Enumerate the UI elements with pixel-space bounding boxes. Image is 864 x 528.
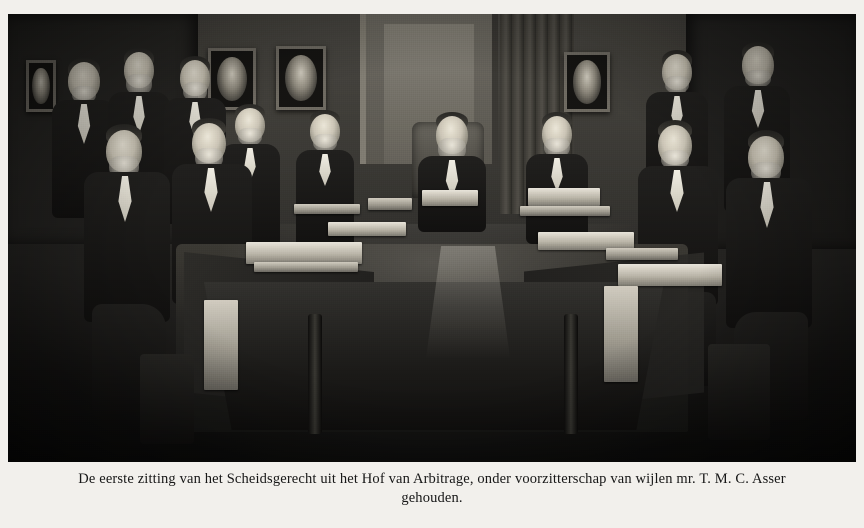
hanging-cloth-right: [604, 286, 638, 382]
table-leg-left: [308, 314, 322, 434]
document-stack-left: [246, 242, 362, 264]
hanging-cloth-left: [204, 300, 238, 390]
seated-man-right-second: [526, 112, 588, 244]
inkstand-papers: [368, 198, 412, 210]
photograph: [8, 14, 856, 462]
portrait-oval: [32, 68, 49, 105]
chair-left-foreground: [140, 354, 194, 444]
paper-sheet-left: [294, 204, 360, 214]
document-stack-left-shadow: [254, 262, 358, 272]
portrait-oval: [285, 55, 317, 101]
table-leg-right: [564, 314, 578, 434]
open-book-centre: [422, 190, 478, 206]
photograph-interior: [8, 14, 856, 462]
caption: [0, 470, 864, 508]
document-stack-right: [618, 264, 722, 286]
chair-right-foreground: [708, 344, 770, 440]
paper-sheet-right-lower: [606, 248, 678, 260]
caption-line-1: De eerste zitting van het Scheidsgerecht uit het Hof van Arbitrage, onder voorzitterschap van wijlen mr. T. M. C. Asser: [78, 471, 786, 487]
paper-sheet-right: [520, 206, 610, 216]
wall-portrait-4: [564, 52, 610, 112]
document-stack-left-upper: [328, 222, 406, 236]
wall-portrait-2: [276, 46, 326, 110]
chairman-centre: [418, 112, 486, 232]
document-stack-right-upper: [528, 188, 600, 206]
caption-line-2: gehouden.: [401, 490, 463, 506]
portrait-oval: [573, 60, 602, 103]
